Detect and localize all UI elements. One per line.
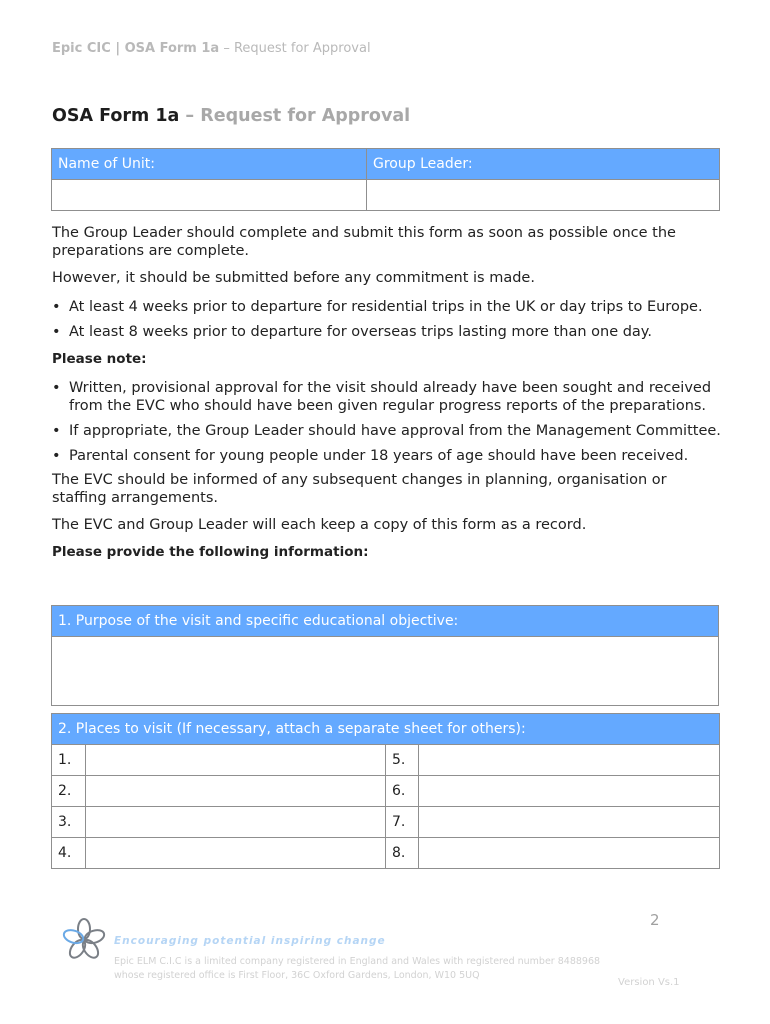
place-field[interactable] (86, 776, 386, 807)
place-field[interactable] (419, 776, 720, 807)
place-field[interactable] (86, 807, 386, 838)
intro-bullet: • At least 4 weeks prior to departure for residential trips in the UK or day trips to Europe. (52, 298, 722, 316)
page-title (52, 106, 410, 126)
note-bullet: • If appropriate, the Group Leader should have approval from the Management Committee. (52, 422, 722, 440)
places-label: 2. Places to visit (If necessary, attach a separate sheet for others): (52, 714, 720, 745)
footer-tagline: Encouraging potential inspiring change (114, 935, 386, 947)
place-field[interactable] (86, 838, 386, 869)
running-header (52, 41, 371, 56)
unit-leader-table (51, 148, 720, 211)
place-number: 7. (386, 807, 419, 838)
evc-changes-paragraph: The EVC should be informed of any subsequent changes in planning, organisation or staffing arrangements. (52, 472, 667, 506)
purpose-field[interactable] (52, 637, 719, 706)
place-number: 2. (52, 776, 86, 807)
purpose-label: 1. Purpose of the visit and specific educational objective: (52, 606, 719, 637)
place-number: 3. (52, 807, 86, 838)
please-note-heading: Please note: (52, 351, 147, 367)
place-number: 6. (386, 776, 419, 807)
copy-record-paragraph: The EVC and Group Leader will each keep a copy of this form as a record. (52, 517, 587, 533)
running-header-subtitle: – Request for Approval (219, 41, 371, 56)
company-registration (114, 955, 674, 983)
company-registration-line: Epic ELM C.I.C is a limited company registered in England and Wales with registered number 8488968 (114, 956, 601, 967)
company-registration-line: whose registered office is First Floor, 36C Oxford Gardens, London, W10 5UQ (114, 970, 480, 981)
epic-logo-icon (60, 916, 108, 964)
version-label: Version Vs.1 (618, 977, 680, 988)
running-header-brand: Epic CIC | OSA Form 1a (52, 41, 220, 56)
page-title-main: OSA Form 1a (52, 106, 180, 126)
group-leader-label: Group Leader: (367, 149, 720, 180)
place-number: 1. (52, 745, 86, 776)
provide-information-heading: Please provide the following information: (52, 544, 369, 560)
group-leader-field[interactable] (367, 180, 720, 211)
intro-paragraph: The Group Leader should complete and submit this form as soon as possible once the preparations are complete. (52, 225, 676, 259)
note-bullet: • Written, provisional approval for the visit should already have been sought and received from the EVC who should have been given regular progress reports of the preparations. (52, 379, 722, 415)
note-bullet: • Parental consent for young people under 18 years of age should have been received. (52, 447, 722, 465)
purpose-table (51, 605, 719, 706)
name-of-unit-field[interactable] (52, 180, 367, 211)
place-field[interactable] (419, 838, 720, 869)
intro-commitment-paragraph: However, it should be submitted before any commitment is made. (52, 270, 535, 286)
page-number: 2 (650, 911, 660, 929)
place-field[interactable] (419, 807, 720, 838)
intro-section (52, 224, 722, 561)
place-field[interactable] (419, 745, 720, 776)
place-number: 5. (386, 745, 419, 776)
page-title-sub: – Request for Approval (179, 106, 411, 126)
place-field[interactable] (86, 745, 386, 776)
name-of-unit-label: Name of Unit: (52, 149, 367, 180)
intro-bullet: • At least 8 weeks prior to departure for overseas trips lasting more than one day. (52, 323, 722, 341)
place-number: 4. (52, 838, 86, 869)
places-table (51, 713, 720, 869)
place-number: 8. (386, 838, 419, 869)
